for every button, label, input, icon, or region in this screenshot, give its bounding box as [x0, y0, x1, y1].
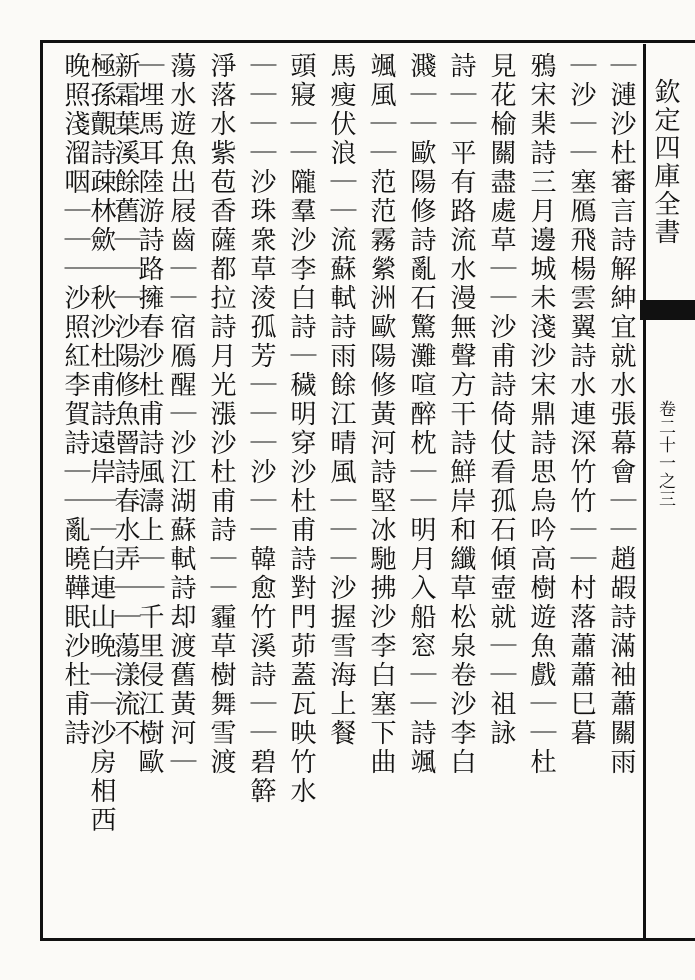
text-column-8: 馬瘦伏浪｜｜流蘇軾詩雨餘江晴風｜｜｜沙握雪海上餐: [326, 52, 356, 748]
border-bottom: [40, 938, 695, 941]
text-column-7: 颯風｜｜范范霧縈洲歐陽修黃河詩堅冰馳拂沙李白塞下曲: [366, 52, 396, 777]
text-column-14: 新霜葉溪餘舊｜｜｜沙陽修魚罾詩春水弄｜｜蕩漾流不: [110, 52, 140, 748]
text-column-15: 極孫覿詩疎林歛｜秋沙杜甫詩遠岸｜｜白連山晚｜｜沙房相西: [86, 52, 116, 835]
header-fishtail: [640, 300, 695, 320]
text-column-11: 淨落水紫苞香薩都拉詩月光漲沙杜甫詩｜｜霾草樹舞雪渡: [206, 52, 236, 777]
text-column-9: 頭寢｜｜隴羣沙李白詩｜穢明穿沙杜甫詩對門茆蓋瓦映竹水: [286, 52, 316, 806]
text-column-16: 晚照淺溜咽｜｜｜沙照紅李賀詩｜｜亂曉鞾眠沙杜甫詩: [60, 52, 90, 748]
text-column-13: ｜埋馬耳陸游詩路擁春沙杜甫詩風濤上｜｜千里侵江樹歐: [134, 52, 164, 777]
volume-label: 卷二十一之三: [655, 400, 675, 508]
text-column-6: 濺｜｜歐陽修詩亂石驚灘喧醉枕｜｜明月入船窓｜｜詩颯: [406, 52, 436, 777]
text-column-5: 詩｜｜平有路流水漫無聲方干詩鮮岸和纖草松泉卷沙李白: [446, 52, 476, 777]
text-column-12: 蕩水遊魚出屐齒｜｜宿鴈醒｜沙江湖蘇軾詩却渡舊黃河｜: [166, 52, 196, 777]
text-column-4: 見花榆關盡處草｜｜沙甫詩倚仗看孤石傾壺就｜｜祖詠: [486, 52, 516, 748]
border-left: [40, 40, 43, 940]
text-column-3: 鴉宋棐詩三月邊城未淺沙宋鼎詩思烏吟高樹遊魚戲｜｜杜: [526, 52, 556, 777]
text-column-2: ｜沙｜｜塞鴈飛楊雲翼詩水連深竹竹｜｜村落蕭蕭巳暮: [566, 52, 596, 748]
border-top: [40, 40, 695, 43]
book-title: 欽定四庫全書: [650, 78, 680, 246]
header-rule: [643, 44, 646, 938]
text-column-10: ｜｜｜｜沙珠衆草淩孤芳｜｜｜沙｜｜韓愈竹溪詩｜｜碧簳: [246, 52, 276, 806]
text-column-1: ｜漣沙杜審言詩解紳宜就水張幕會｜｜趙嘏詩滿袖蕭關雨: [606, 52, 636, 777]
